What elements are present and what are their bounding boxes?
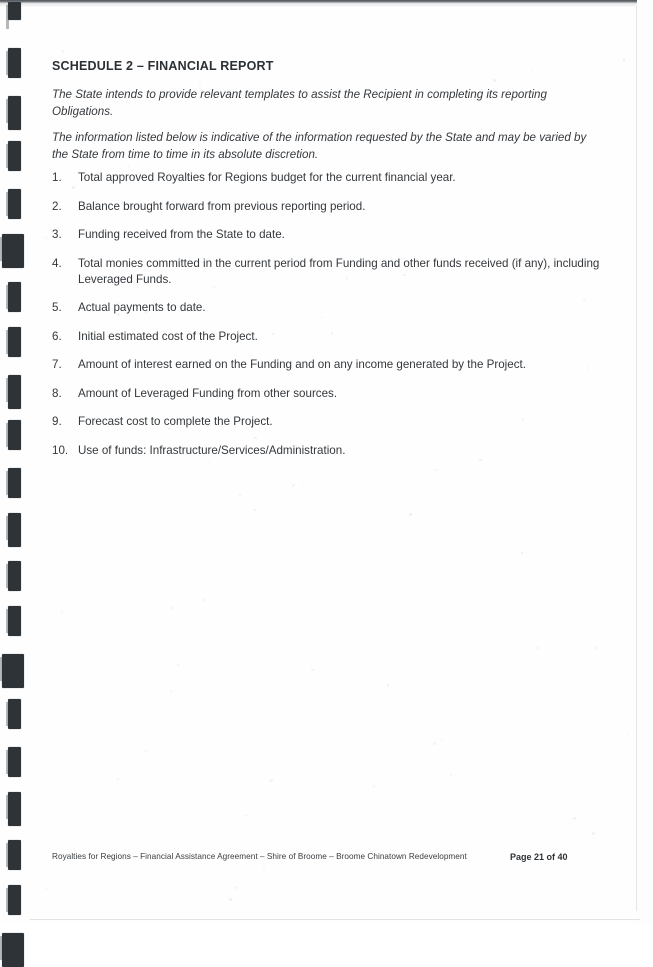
list-item-number: 7.: [52, 358, 62, 371]
list-item-number: 6.: [52, 329, 62, 343]
list-item: [52, 329, 608, 345]
list-item-number: 5.: [52, 301, 62, 314]
list-item-text: Funding received from the State to date.: [78, 228, 285, 241]
list-item-number: 8.: [52, 386, 62, 400]
intro-paragraph-2: The information listed below is indicative of the information requested by the State and may be varied by the State from time to time in its absolute discretion.: [52, 131, 587, 161]
list-item: [52, 443, 608, 459]
intro-paragraph-1: The State intends to provide relevant templates to assist the Recipient in completing its reporting Obligations.: [52, 88, 547, 118]
page-title: SCHEDULE 2 – FINANCIAL REPORT: [52, 59, 274, 73]
list-item-text: Amount of interest earned on the Funding and on any income generated by the Project.: [78, 358, 526, 371]
list-item: [52, 256, 608, 288]
list-item-number: 2.: [52, 199, 62, 213]
list-item: [52, 414, 608, 430]
page-footer: [52, 852, 612, 866]
list-item: [52, 227, 608, 243]
list-item-text: Amount of Leveraged Funding from other sources.: [78, 386, 338, 400]
list-item-number: 4.: [52, 256, 62, 270]
list-item-number: 10.: [52, 443, 69, 457]
list-item-number: 9.: [52, 415, 62, 428]
list-item-text: Forecast cost to complete the Project.: [78, 415, 273, 428]
financial-report-items-list: [52, 170, 608, 471]
list-item-text: Actual payments to date.: [78, 301, 206, 314]
list-item: [52, 300, 608, 316]
footer-document-reference: Royalties for Regions – Financial Assistance Agreement – Shire of Broome – Broome Chinatown Redevelopment: [52, 852, 467, 861]
binding-hole-mark: [2, 933, 24, 967]
list-item-text: Total approved Royalties for Regions budget for the current financial year.: [78, 171, 456, 184]
list-item-number: 3.: [52, 228, 62, 241]
list-item: [52, 357, 608, 373]
list-item-text: Balance brought forward from previous reporting period.: [78, 199, 366, 213]
list-item-text: Use of funds: Infrastructure/Services/Administration.: [78, 443, 346, 457]
list-item-number: 1.: [52, 171, 62, 184]
footer-page-number: Page 21 of 40: [510, 852, 568, 862]
list-item: [52, 170, 608, 186]
list-item: [52, 199, 608, 215]
list-item: [52, 386, 608, 402]
list-item-text: Initial estimated cost of the Project.: [78, 329, 258, 343]
list-item-text: Total monies committed in the current period from Funding and other funds received (if any), including Leveraged Funds.: [78, 256, 600, 286]
